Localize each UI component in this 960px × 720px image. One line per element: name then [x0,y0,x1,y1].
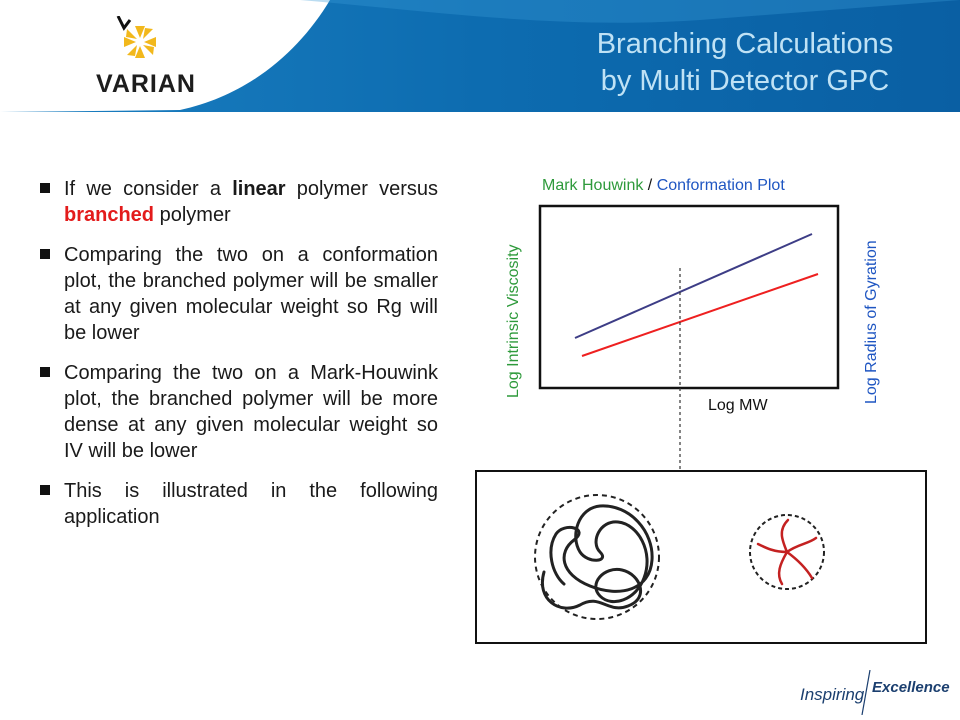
bullet-text: polymer [154,204,231,226]
right-axis-label: Log Radius of Gyration [863,240,880,404]
plot-frame [540,206,838,388]
title-line-1: Branching Calculations [596,28,894,60]
logo-wordmark: VARIAN [96,70,196,98]
bullet-item [40,360,438,464]
x-axis-label: Log MW [708,397,768,414]
tagline-word-2: Excellence [872,679,950,696]
linear-polymer-line [575,234,812,338]
diagram-title [542,177,785,194]
bullet-keyword-linear: linear [232,178,286,200]
diagram-title-conformation: Conformation Plot [656,177,785,194]
bullet-list [40,176,438,544]
inspiring-excellence-logo [800,670,950,715]
bullet-marker-icon [40,249,50,259]
page-title [560,26,930,100]
bullet-text: If we consider a [64,178,233,200]
diagram-title-mark-houwink: Mark Houwink [542,177,644,194]
title-line-2: by Multi Detector GPC [600,65,890,97]
bullet-text: Comparing the two on a Mark-Houwink plot, the branched polymer will be more dense at any given molecular weight so IV will be lower [64,362,438,462]
left-axis-label: Log Intrinsic Viscosity [505,244,522,398]
bullet-text: Comparing the two on a conformation plot, the branched polymer will be smaller at any given molecular weight so Rg will be lower [64,244,438,344]
tagline-word-1: Inspiring [800,685,865,704]
bullet-marker-icon [40,485,50,495]
coil-illustration-frame [476,471,926,643]
bullet-text: polymer versus [285,178,439,200]
linear-coil-chain [542,506,652,608]
diagram-title-separator: / [643,177,657,194]
bullet-marker-icon [40,183,50,193]
bullet-item [40,176,438,228]
bullet-text: This is illustrated in the following application [64,480,438,528]
branched-polymer-line [582,274,818,356]
bullet-item [40,242,438,346]
mark-houwink-diagram [440,160,960,660]
bullet-item [40,478,438,530]
bullet-marker-icon [40,367,50,377]
branched-coil-arms [758,520,816,584]
bullet-keyword-branched: branched [64,204,155,226]
